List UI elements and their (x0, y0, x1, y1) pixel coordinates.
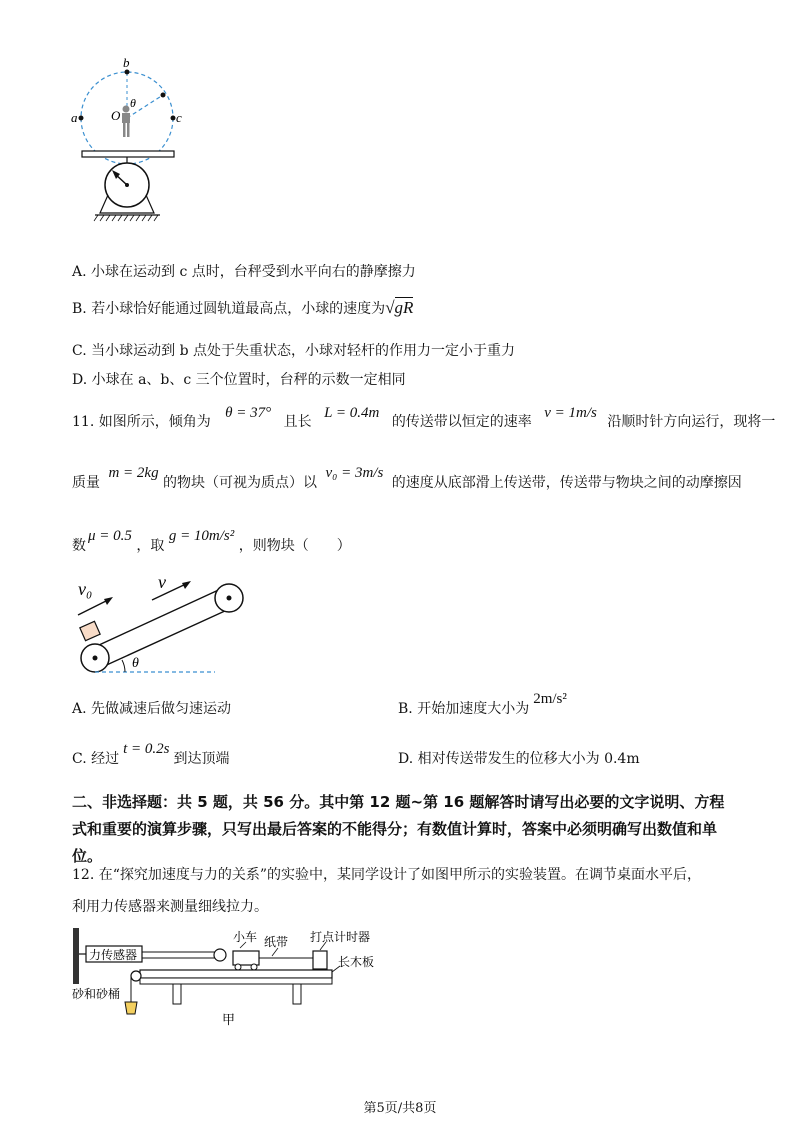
table-top (140, 978, 332, 984)
q12-stem-line2: 利用力传感器来测量细线拉力。 (72, 899, 268, 915)
q11-option-c-math: t = 0.2s (123, 741, 170, 757)
person-body (122, 113, 130, 123)
label-cart: 小车 (233, 930, 258, 944)
belt-top (86, 587, 225, 651)
q11-math-mass: m = 2kg (108, 465, 159, 481)
sand-bucket (125, 1002, 137, 1014)
q11-text: ，取 (136, 538, 165, 554)
v0-arrow (78, 599, 110, 615)
q10-option-b-text: B. 若小球恰好能通过圆轨道最高点，小球的速度为 (72, 301, 386, 317)
point-b (125, 70, 130, 75)
q11-option-d: D. 相对传送带发生的位移大小为 0.4m (398, 751, 640, 767)
q11-text: 的传送带以恒定的速率 (391, 414, 532, 430)
q11-option-b-text: B. 开始加速度大小为 (398, 701, 530, 717)
label-timer: 打点计时器 (310, 930, 371, 944)
q11-option-c-text: 到达顶端 (173, 751, 230, 767)
ball (161, 93, 166, 98)
long-board (140, 970, 332, 978)
label-theta: θ (130, 96, 136, 110)
q10-option-b: B. 若小球恰好能通过圆轨道最高点，小球的速度为√gR (72, 298, 414, 317)
block (80, 621, 100, 640)
figure-caption: 甲 (222, 1013, 236, 1028)
q10-option-b-math: gR (394, 298, 414, 317)
q11-option-b (398, 691, 567, 718)
timer (313, 951, 327, 969)
q12-figure (70, 920, 400, 1030)
cart (233, 951, 259, 965)
label-v: v (158, 572, 166, 592)
point-c (171, 116, 176, 121)
label-c: c (176, 110, 182, 125)
q11-option-c-text: C. 经过 (72, 751, 120, 767)
label-o: O (111, 108, 121, 123)
q11-math-speed: v = 1m/s (544, 405, 597, 421)
q11-stem-line3 (72, 528, 351, 555)
scale-platform (82, 151, 174, 157)
q12-stem-line1: 12. 在“探究加速度与力的关系”的实验中，某同学设计了如图甲所示的实验装置。在调节桌面水平后， (72, 867, 702, 883)
q11-text: ，则物块（ ） (238, 538, 351, 554)
q11-text: 沿顺时针方向运行，现将一 (607, 414, 776, 430)
pulley-on-cart (214, 949, 226, 961)
table-pulley (131, 971, 141, 981)
q11-math-g: g = 10m/s² (168, 528, 235, 544)
q11-text: 数 (72, 538, 86, 554)
q10-option-d: D. 小球在 a、b、c 三个位置时，台秤的示数一定相同 (72, 372, 406, 388)
q11-text: 质量 (72, 475, 100, 491)
q11-text: 的物块（可视为质点）以 (163, 475, 318, 491)
q11-option-b-math: 2m/s² (533, 691, 567, 707)
label-board: 长木板 (338, 955, 375, 969)
q11-text: 且长 (283, 414, 312, 430)
point-a (79, 116, 84, 121)
q11-stem-line2 (72, 465, 742, 492)
wall (73, 928, 79, 984)
q10-figure (70, 55, 190, 235)
label-theta: θ (132, 656, 139, 671)
page-number: 第5页/共8页 (363, 1101, 437, 1116)
q10-option-a: A. 小球在运动到 c 点时，台秤受到水平向右的静摩擦力 (72, 264, 416, 280)
q11-figure (70, 570, 280, 680)
q11-math-mu: μ = 0.5 (88, 528, 132, 544)
label-force-sensor: 力传感器 (89, 948, 138, 962)
q11-stem-line1 (72, 405, 776, 431)
q11-option-a: A. 先做减速后做匀速运动 (72, 701, 232, 717)
label-v0: v₀ (78, 579, 93, 599)
belt-bottom (100, 605, 238, 668)
q11-math-theta: θ = 37° (225, 405, 272, 421)
section2-heading: 二、非选择题：共 5 题，共 56 分。其中第 12 题~第 16 题解答时请写出必要的文字说明、方程式和重要的演算步骤，只写出最后答案的不能得分；有数值计算时，答案中必须明确写出数值和单位。 (72, 793, 725, 865)
q11-option-c (72, 741, 230, 768)
label-a: a (71, 110, 78, 125)
label-tape: 纸带 (264, 935, 289, 949)
q11-text: 11. 如图所示，倾角为 (72, 414, 211, 430)
person-head (123, 106, 130, 113)
q11-math-length: L = 0.4m (324, 405, 380, 421)
q10-option-c: C. 当小球运动到 b 点处于失重状态，小球对轻杆的作用力一定小于重力 (72, 343, 515, 359)
label-b: b (123, 55, 130, 70)
q11-text: 的速度从底部滑上传送带，传送带与物块之间的动摩擦因 (391, 475, 742, 491)
q11-math-v0: v₀ = 3m/s (325, 465, 384, 481)
label-sand: 砂和砂桶 (72, 987, 121, 1001)
